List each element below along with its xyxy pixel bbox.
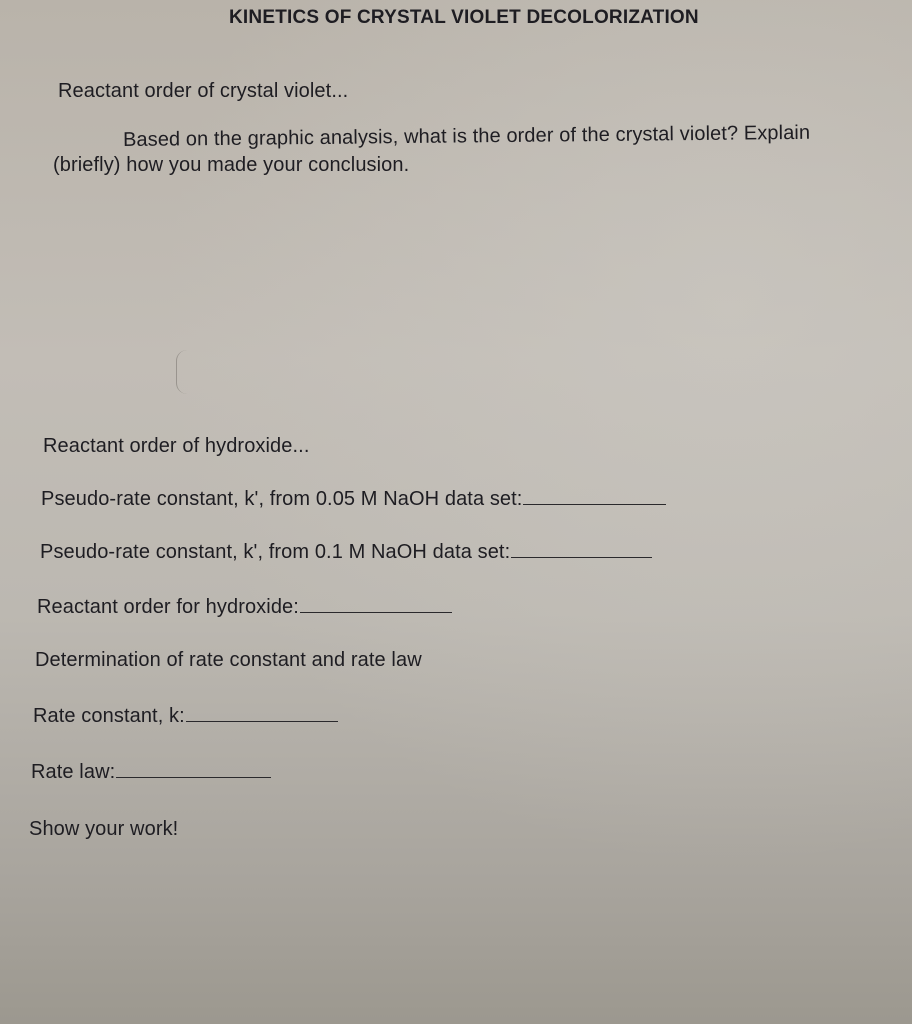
rate-constant-row — [33, 704, 338, 728]
rate-law-section-heading: Determination of rate constant and rate law — [35, 649, 422, 671]
rate-law-answer-blank[interactable] — [116, 761, 271, 778]
hydroxide-order-heading: Reactant order of hydroxide... — [43, 435, 310, 457]
k-prime-01-label: Pseudo-rate constant, k', from 0.1 M NaOH data set: — [40, 541, 511, 563]
crystal-violet-question-line1: Based on the graphic analysis, what is the order of the crystal violet? Explain — [122, 121, 811, 151]
rate-constant-answer-blank[interactable] — [186, 705, 338, 722]
rate-law-label: Rate law: — [31, 761, 116, 783]
k-prime-005-label: Pseudo-rate constant, k', from 0.05 M NaOH data set: — [41, 488, 523, 510]
hydroxide-order-row — [37, 595, 452, 619]
hydroxide-order-label: Reactant order for hydroxide: — [37, 596, 299, 618]
k-prime-01-answer-blank[interactable] — [511, 541, 652, 558]
pencil-stray-mark — [176, 350, 187, 394]
k-prime-01-row — [40, 540, 652, 564]
hydroxide-order-answer-blank[interactable] — [300, 596, 452, 613]
rate-law-row — [31, 760, 271, 784]
page-title: KINETICS OF CRYSTAL VIOLET DECOLORIZATION — [229, 7, 699, 28]
crystal-violet-question-line2: (briefly) how you made your conclusion. — [53, 154, 410, 176]
show-work-instruction: Show your work! — [29, 818, 179, 840]
rate-constant-label: Rate constant, k: — [33, 705, 185, 727]
crystal-violet-order-heading: Reactant order of crystal violet... — [58, 80, 349, 102]
k-prime-005-answer-blank[interactable] — [523, 488, 666, 505]
k-prime-005-row — [41, 487, 666, 511]
